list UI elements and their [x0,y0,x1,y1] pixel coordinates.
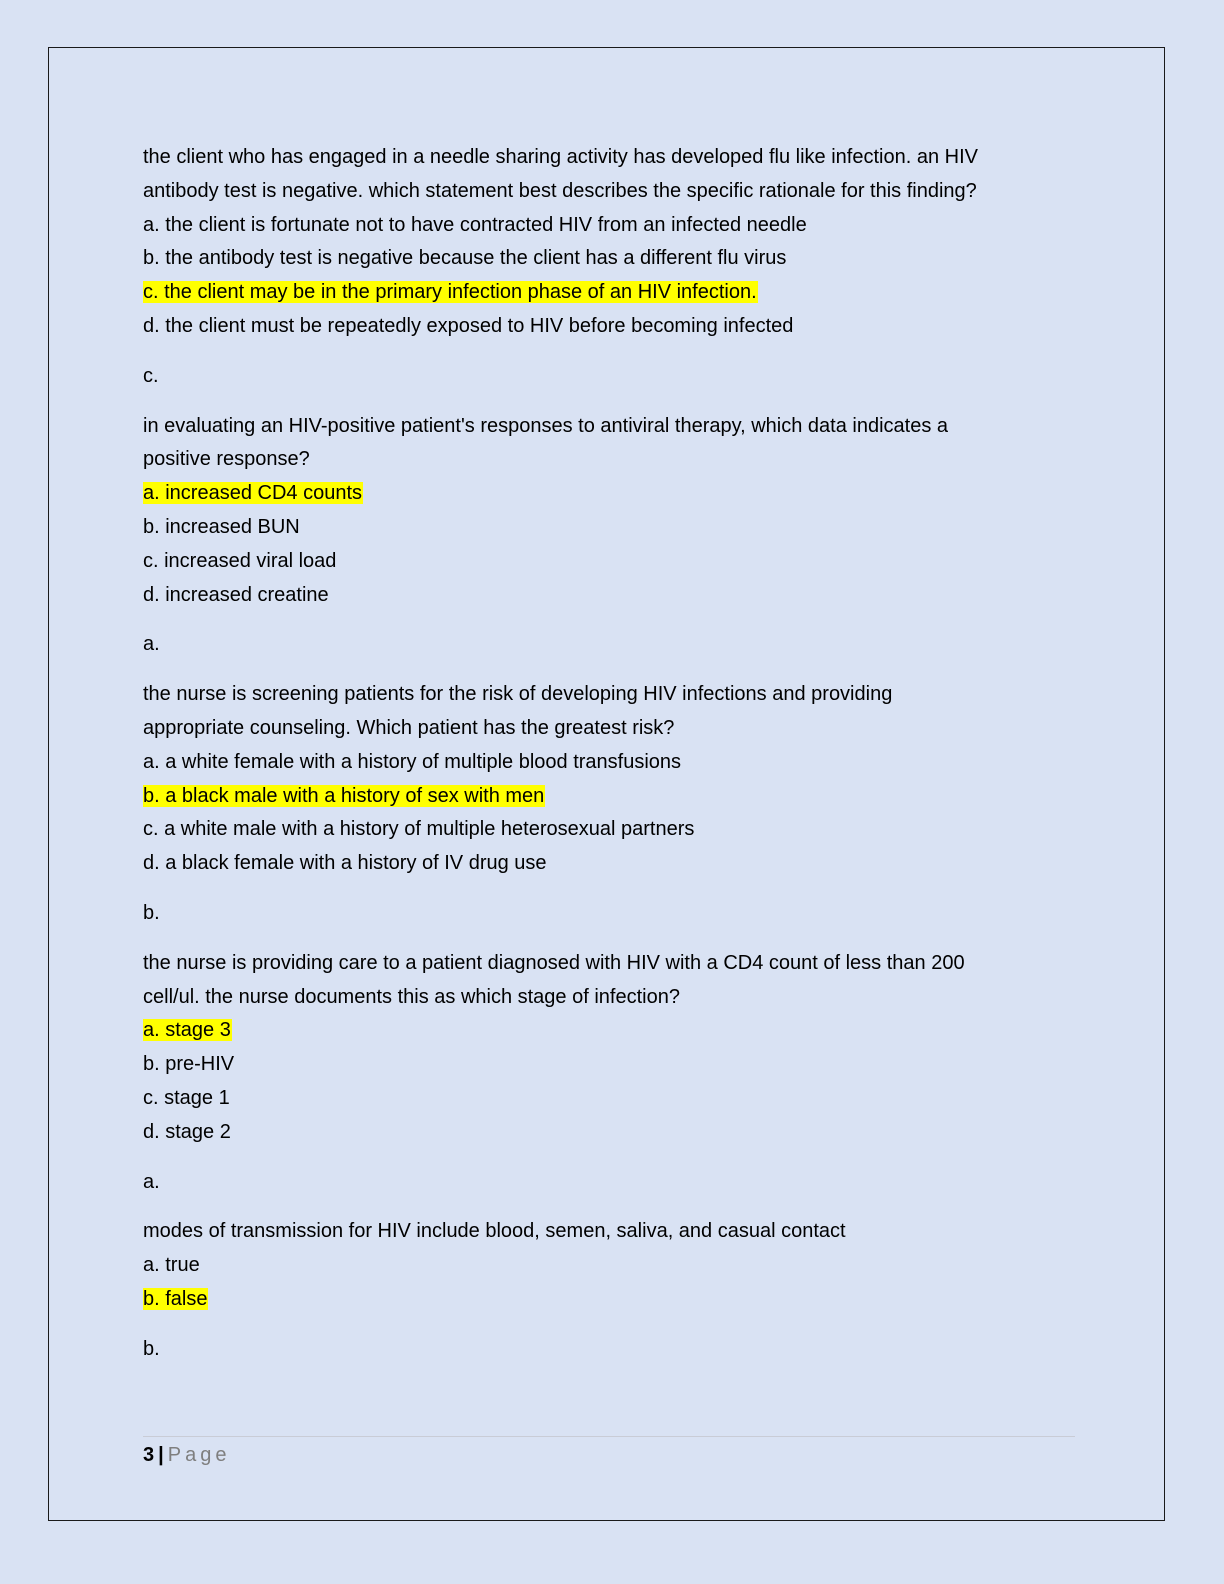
question-block [143,1215,1083,1316]
answer-option [143,1249,1083,1283]
option-text: a. true [143,1254,200,1277]
highlighted-option-text: a. increased CD4 counts [143,482,363,505]
question-block [143,947,1083,1150]
answer-key: a. [143,1170,160,1193]
question-stem-line: appropriate counseling. Which patient has the greatest risk? [143,716,675,739]
highlighted-option-text: b. false [143,1287,208,1310]
answer-key: a. [143,633,160,656]
highlighted-option-text: b. a black male with a history of sex with men [143,784,545,807]
answer-option [143,1014,1083,1048]
option-text: d. stage 2 [143,1120,231,1143]
option-text: b. the antibody test is negative because the client has a different flu virus [143,247,787,270]
option-text: c. a white male with a history of multiple heterosexual partners [143,818,695,841]
option-text: c. increased viral load [143,549,337,572]
answer-option [143,1283,1083,1317]
question-stem-line: the nurse is screening patients for the risk of developing HIV infections and providing [143,683,893,706]
answer-option [143,579,1083,613]
option-text: d. a black female with a history of IV drug use [143,852,547,875]
answer-option [143,545,1083,579]
answer-option [143,242,1083,276]
option-text: d. the client must be repeatedly exposed to HIV before becoming infected [143,314,794,337]
question-stem-line: the client who has engaged in a needle sharing activity has developed flu like infection. an HIV [143,146,978,168]
page-label: Page [167,1444,231,1466]
answer-option [143,310,1083,344]
highlighted-option-text: c. the client may be in the primary infection phase of an HIV infection. [143,281,757,304]
answer-option [143,276,1083,310]
page-separator: | [158,1444,164,1466]
question-stem-line: the nurse is providing care to a patient diagnosed with HIV with a CD4 count of less than 200 [143,951,965,974]
answer-option [143,1082,1083,1116]
question-block [143,141,1083,344]
document-body [143,141,1083,1383]
answer-option [143,746,1083,780]
answer-option [143,780,1083,814]
answer-option [143,477,1083,511]
answer-key: b. [143,901,160,924]
question-stem-line: positive response? [143,448,310,471]
question-stem-line: antibody test is negative. which statement best describes the specific rationale for this finding? [143,179,977,202]
question-block [143,678,1083,881]
option-text: b. pre-HIV [143,1053,235,1076]
option-text: b. increased BUN [143,515,300,538]
page-footer [143,1436,1075,1470]
question-block [143,410,1083,613]
option-text: c. stage 1 [143,1086,230,1109]
question-stem-line: modes of transmission for HIV include blood, semen, saliva, and casual contact [143,1220,846,1243]
option-text: d. increased creatine [143,583,329,606]
answer-option [143,1116,1083,1150]
option-text: a. the client is fortunate not to have contracted HIV from an infected needle [143,213,807,236]
highlighted-option-text: a. stage 3 [143,1019,231,1042]
answer-key: b. [143,1337,160,1360]
question-stem-line: cell/ul. the nurse documents this as which stage of infection? [143,985,680,1008]
answer-option [143,209,1083,243]
answer-option [143,511,1083,545]
answer-option [143,1048,1083,1082]
page-number: 3 [143,1444,155,1466]
answer-key: c. [143,364,159,387]
answer-option [143,847,1083,881]
answer-option [143,813,1083,847]
question-stem-line: in evaluating an HIV-positive patient's responses to antiviral therapy, which data indicates a [143,414,949,437]
option-text: a. a white female with a history of multiple blood transfusions [143,750,682,773]
